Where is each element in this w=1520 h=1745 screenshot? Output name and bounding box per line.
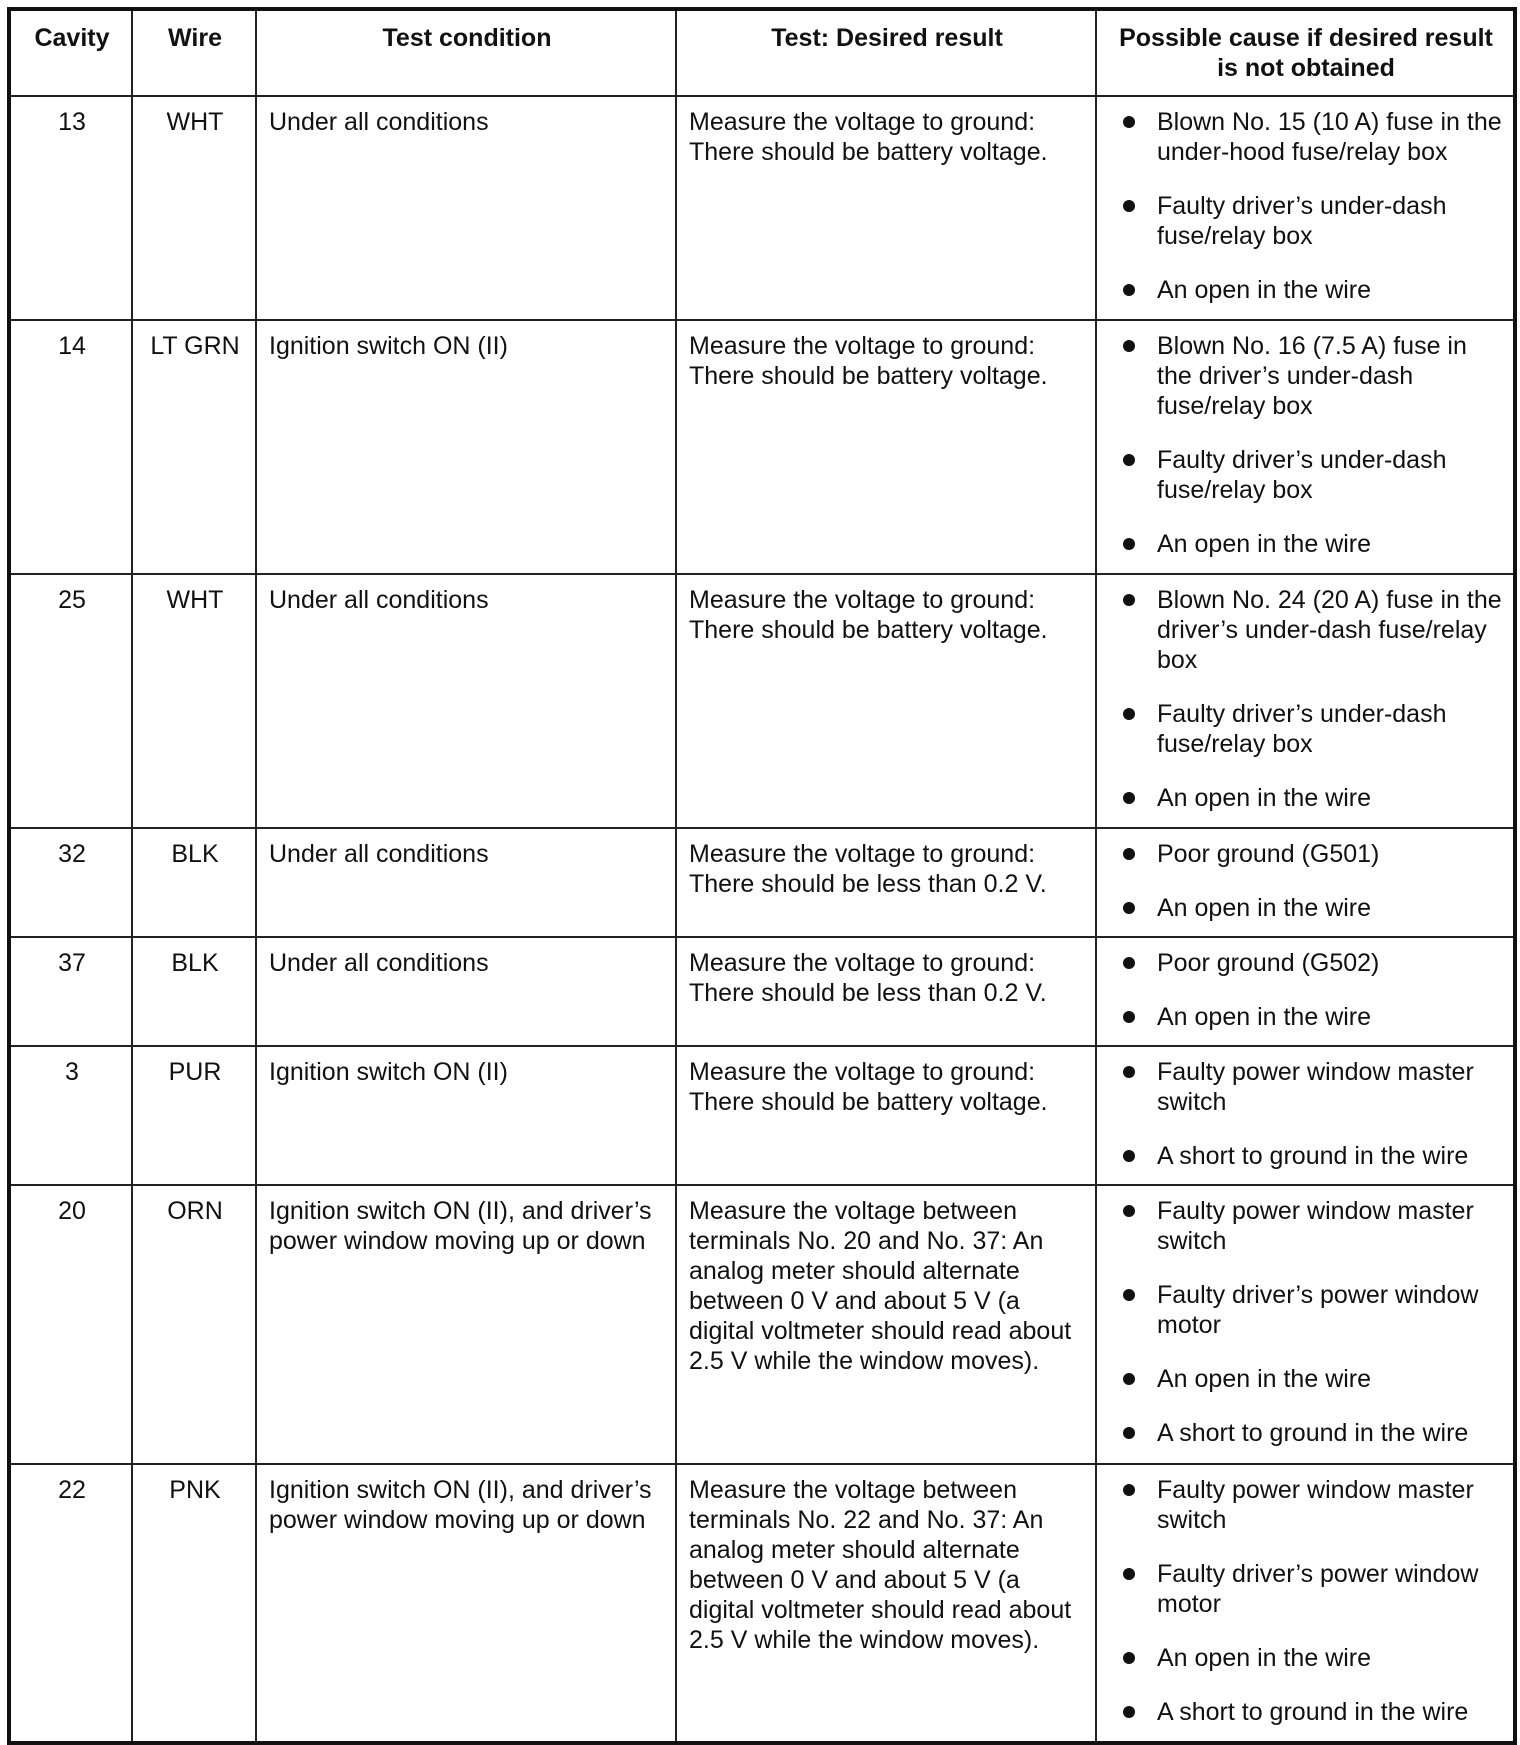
cause-list — [1109, 107, 1503, 305]
bullet-icon — [1123, 1205, 1135, 1217]
desired-result-cell: Measure the voltage between terminals No. 22 and No. 37: An analog meter should alternate between 0 V and about 5 V (a digital voltmeter should read about 2.5 V while the window moves). — [676, 1464, 1096, 1743]
desired-result-cell: Measure the voltage to ground: There should be less than 0.2 V. — [676, 828, 1096, 937]
possible-cause-cell — [1096, 96, 1515, 320]
cause-text: Faulty power window master switch — [1157, 1058, 1474, 1116]
bullet-icon — [1123, 902, 1135, 914]
desired-result-cell: Measure the voltage to ground: There should be battery voltage. — [676, 1046, 1096, 1185]
bullet-icon — [1123, 708, 1135, 720]
wire-color-cell: ORN — [132, 1185, 256, 1464]
desired-result-cell: Measure the voltage to ground: There should be battery voltage. — [676, 96, 1096, 320]
cause-text: A short to ground in the wire — [1157, 1698, 1469, 1726]
bullet-icon — [1123, 116, 1135, 128]
cause-list — [1109, 1475, 1503, 1727]
cause-item — [1109, 1196, 1503, 1256]
cause-list — [1109, 585, 1503, 813]
table-row — [9, 96, 1515, 320]
bullet-icon — [1123, 454, 1135, 466]
bullet-icon — [1123, 792, 1135, 804]
cause-text: An open in the wire — [1157, 1365, 1372, 1393]
table-row — [9, 1464, 1515, 1743]
header-row — [9, 9, 1515, 96]
cause-text: An open in the wire — [1157, 530, 1372, 558]
cause-item — [1109, 1418, 1503, 1448]
cause-text: A short to ground in the wire — [1157, 1419, 1469, 1447]
possible-cause-cell — [1096, 1185, 1515, 1464]
wire-color-cell: LT GRN — [132, 320, 256, 574]
cause-text: An open in the wire — [1157, 784, 1372, 812]
bullet-icon — [1123, 284, 1135, 296]
cause-item — [1109, 191, 1503, 251]
cause-item — [1109, 839, 1503, 869]
cause-item — [1109, 783, 1503, 813]
wire-color-cell: WHT — [132, 96, 256, 320]
cause-list — [1109, 331, 1503, 559]
cause-item — [1109, 445, 1503, 505]
cause-item — [1109, 275, 1503, 305]
cause-text: Blown No. 15 (10 A) fuse in the under-hood fuse/relay box — [1157, 108, 1502, 166]
bullet-icon — [1123, 538, 1135, 550]
cavity-cell: 32 — [9, 828, 132, 937]
table-row — [9, 574, 1515, 828]
bullet-icon — [1123, 340, 1135, 352]
test-condition-cell: Under all conditions — [256, 937, 676, 1046]
header-desired-result: Test: Desired result — [676, 9, 1096, 96]
bullet-icon — [1123, 1289, 1135, 1301]
cause-text: An open in the wire — [1157, 276, 1372, 304]
header-cavity: Cavity — [9, 9, 132, 96]
cavity-cell: 37 — [9, 937, 132, 1046]
cause-item — [1109, 1364, 1503, 1394]
test-condition-cell: Under all conditions — [256, 828, 676, 937]
bullet-icon — [1123, 957, 1135, 969]
cause-list — [1109, 1196, 1503, 1448]
cause-text: Blown No. 24 (20 A) fuse in the driver’s under-dash fuse/relay box — [1157, 586, 1502, 674]
table-row — [9, 1046, 1515, 1185]
cause-item — [1109, 948, 1503, 978]
possible-cause-cell — [1096, 574, 1515, 828]
cavity-cell: 3 — [9, 1046, 132, 1185]
cavity-cell: 14 — [9, 320, 132, 574]
test-condition-cell: Ignition switch ON (II) — [256, 1046, 676, 1185]
cause-text: An open in the wire — [1157, 1003, 1372, 1031]
possible-cause-cell — [1096, 1464, 1515, 1743]
table-row — [9, 320, 1515, 574]
cause-text: Faulty driver’s under-dash fuse/relay box — [1157, 192, 1447, 250]
cause-text: An open in the wire — [1157, 1644, 1372, 1672]
cavity-cell: 13 — [9, 96, 132, 320]
wire-color-cell: WHT — [132, 574, 256, 828]
cause-item — [1109, 1141, 1503, 1171]
bullet-icon — [1123, 1568, 1135, 1580]
cause-text: Blown No. 16 (7.5 A) fuse in the driver’s under-dash fuse/relay box — [1157, 332, 1467, 420]
cause-item — [1109, 1475, 1503, 1535]
table-row — [9, 937, 1515, 1046]
bullet-icon — [1123, 594, 1135, 606]
cavity-cell: 22 — [9, 1464, 132, 1743]
cause-item — [1109, 1280, 1503, 1340]
cause-text: Faulty driver’s under-dash fuse/relay box — [1157, 700, 1447, 758]
bullet-icon — [1123, 1484, 1135, 1496]
cause-item — [1109, 1002, 1503, 1032]
cause-text: A short to ground in the wire — [1157, 1142, 1469, 1170]
cause-list — [1109, 948, 1503, 1032]
connector-test-table — [7, 7, 1517, 1745]
desired-result-cell: Measure the voltage to ground: There should be less than 0.2 V. — [676, 937, 1096, 1046]
wire-color-cell: PUR — [132, 1046, 256, 1185]
wire-color-cell: BLK — [132, 828, 256, 937]
cause-list — [1109, 839, 1503, 923]
possible-cause-cell — [1096, 937, 1515, 1046]
desired-result-cell: Measure the voltage between terminals No. 20 and No. 37: An analog meter should alternate between 0 V and about 5 V (a digital voltmeter should read about 2.5 V while the window moves). — [676, 1185, 1096, 1464]
possible-cause-cell — [1096, 320, 1515, 574]
cause-text: Faulty driver’s power window motor — [1157, 1560, 1479, 1618]
possible-cause-cell — [1096, 828, 1515, 937]
header-possible-cause: Possible cause if desired result is not obtained — [1096, 9, 1515, 96]
cause-item — [1109, 893, 1503, 923]
test-condition-cell: Under all conditions — [256, 96, 676, 320]
connector-test-sheet — [7, 7, 1513, 1733]
cause-text: Poor ground (G502) — [1157, 949, 1380, 977]
cause-item — [1109, 1697, 1503, 1727]
cause-item — [1109, 107, 1503, 167]
cause-item — [1109, 529, 1503, 559]
wire-color-cell: PNK — [132, 1464, 256, 1743]
cause-item — [1109, 1559, 1503, 1619]
bullet-icon — [1123, 1373, 1135, 1385]
cause-list — [1109, 1057, 1503, 1171]
table-body — [9, 96, 1515, 1743]
table-row — [9, 828, 1515, 937]
cause-text: An open in the wire — [1157, 894, 1372, 922]
desired-result-cell: Measure the voltage to ground: There should be battery voltage. — [676, 574, 1096, 828]
desired-result-cell: Measure the voltage to ground: There should be battery voltage. — [676, 320, 1096, 574]
test-condition-cell: Under all conditions — [256, 574, 676, 828]
wire-color-cell: BLK — [132, 937, 256, 1046]
table-row — [9, 1185, 1515, 1464]
cause-item — [1109, 585, 1503, 675]
cavity-cell: 20 — [9, 1185, 132, 1464]
cause-item — [1109, 1643, 1503, 1673]
bullet-icon — [1123, 1011, 1135, 1023]
cause-text: Faulty driver’s power window motor — [1157, 1281, 1479, 1339]
cause-item — [1109, 1057, 1503, 1117]
cause-text: Poor ground (G501) — [1157, 840, 1380, 868]
cause-text: Faulty power window master switch — [1157, 1197, 1474, 1255]
header-test-condition: Test condition — [256, 9, 676, 96]
bullet-icon — [1123, 1150, 1135, 1162]
cavity-cell: 25 — [9, 574, 132, 828]
cause-item — [1109, 331, 1503, 421]
test-condition-cell: Ignition switch ON (II) — [256, 320, 676, 574]
cause-item — [1109, 699, 1503, 759]
bullet-icon — [1123, 1652, 1135, 1664]
header-wire: Wire — [132, 9, 256, 96]
bullet-icon — [1123, 1066, 1135, 1078]
bullet-icon — [1123, 200, 1135, 212]
bullet-icon — [1123, 1706, 1135, 1718]
cause-text: Faulty power window master switch — [1157, 1476, 1474, 1534]
bullet-icon — [1123, 848, 1135, 860]
test-condition-cell: Ignition switch ON (II), and driver’s power window moving up or down — [256, 1185, 676, 1464]
cause-text: Faulty driver’s under-dash fuse/relay box — [1157, 446, 1447, 504]
test-condition-cell: Ignition switch ON (II), and driver’s power window moving up or down — [256, 1464, 676, 1743]
possible-cause-cell — [1096, 1046, 1515, 1185]
bullet-icon — [1123, 1427, 1135, 1439]
